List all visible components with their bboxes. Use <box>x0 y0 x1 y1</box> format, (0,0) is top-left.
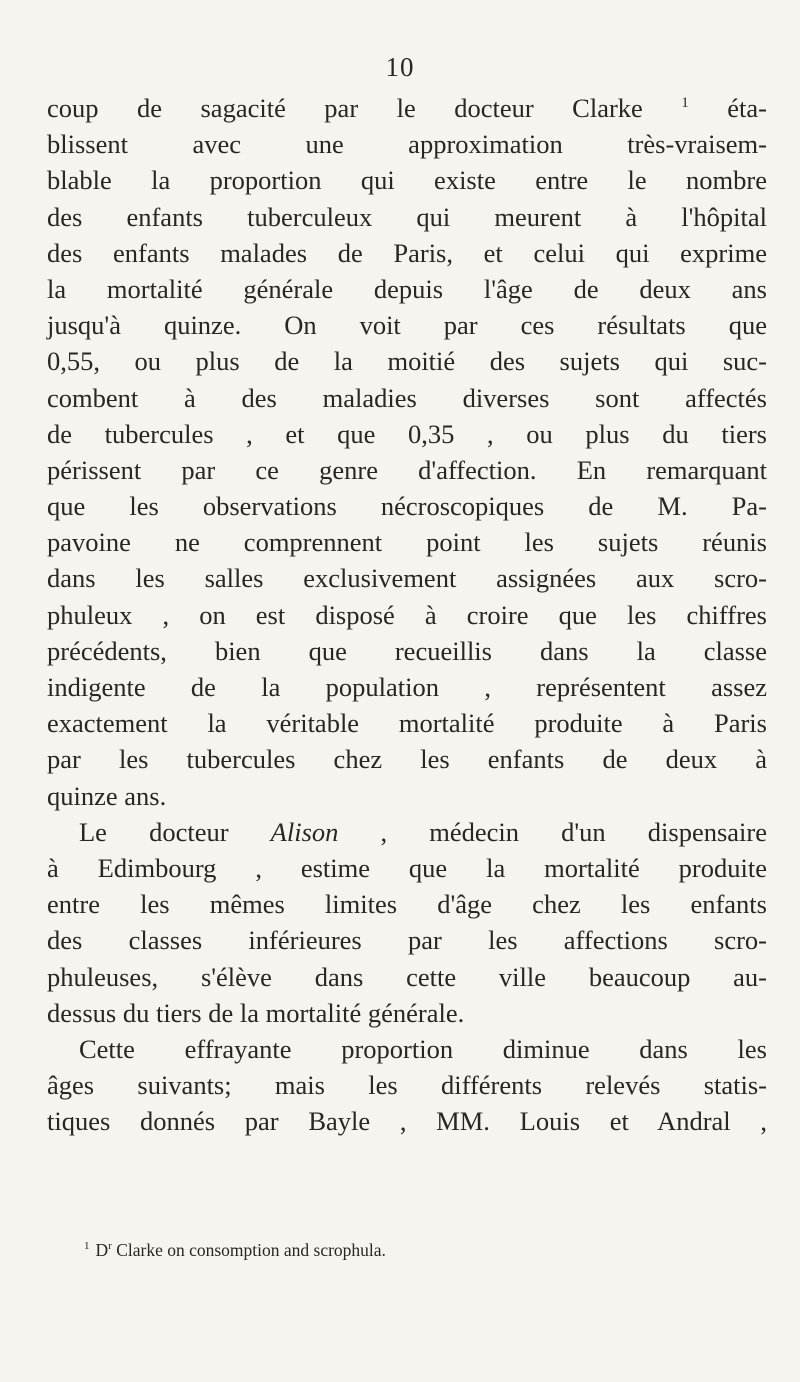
text-line: de tubercules , et que 0,35 , ou plus du tiers <box>47 418 767 449</box>
footnote <box>84 1239 784 1261</box>
footnote-prefix: D <box>95 1240 109 1260</box>
text-line: Cette effrayante proportion diminue dans les <box>79 1033 767 1064</box>
body-text <box>47 90 767 1139</box>
text-segment: , médecin d'un dispensaire <box>338 816 767 847</box>
paragraph <box>47 1031 767 1140</box>
text-line: que les observations nécroscopiques de M. Pa- <box>47 491 767 522</box>
text-line: blable la proportion qui existe entre le nombre <box>47 165 767 196</box>
text-line: 0,55, ou plus de la moitié des sujets qui suc- <box>47 346 767 377</box>
text-segment: éta- <box>688 93 767 123</box>
text-line: entre les mêmes limites d'âge chez les enfants <box>47 889 767 920</box>
text-line: indigente de la population , représentent assez <box>47 672 767 702</box>
paragraph <box>47 814 767 1031</box>
text-line: dessus du tiers de la mortalité générale. <box>47 997 465 1028</box>
text-line: pavoine ne comprennent point les sujets réunis <box>47 527 767 558</box>
text-line <box>47 814 767 850</box>
text-line: des enfants tuberculeux qui meurent à l'hôpital <box>47 201 767 232</box>
text-line: âges suivants; mais les différents relevés statis- <box>47 1070 767 1101</box>
footnote-prefix-sup: r <box>108 1240 112 1253</box>
text-line <box>47 90 767 126</box>
text-segment: coup de sagacité par le docteur Clarke <box>47 93 682 123</box>
text-line: phuleuses, s'élève dans cette ville beaucoup au- <box>47 961 767 992</box>
paragraph <box>47 90 767 814</box>
text-line: des enfants malades de Paris, et celui qui exprime <box>47 237 767 268</box>
text-line: dans les salles exclusivement assignées aux scro- <box>47 563 767 594</box>
text-segment: Le docteur <box>79 816 271 847</box>
text-line: blissent avec une approximation très-vraisem- <box>47 129 767 160</box>
text-line: des classes inférieures par les affections scro- <box>47 925 767 956</box>
page-number: 10 <box>385 52 415 82</box>
footnote-text: Clarke on consomption and scrophula. <box>111 1240 386 1260</box>
text-line: précédents, bien que recueillis dans la classe <box>47 635 767 666</box>
footnote-reference[interactable]: 1 <box>681 95 689 112</box>
text-line: exactement la véritable mortalité produite à Paris <box>47 708 767 739</box>
footnote-mark: 1 <box>84 1240 90 1253</box>
text-line: tiques donnés par Bayle , MM. Louis et Andral , <box>47 1106 767 1137</box>
text-line: jusqu'à quinze. On voit par ces résultats que <box>47 310 767 341</box>
text-line: par les tubercules chez les enfants de deux à <box>47 744 767 775</box>
text-line: la mortalité générale depuis l'âge de deux ans <box>47 273 767 304</box>
text-line: combent à des maladies diverses sont affectés <box>47 382 767 413</box>
text-line: à Edimbourg , estime que la mortalité produite <box>47 852 767 883</box>
text-line: phuleux , on est disposé à croire que les chiffres <box>47 599 767 630</box>
author-name: Alison <box>270 816 339 847</box>
text-line: quinze ans. <box>47 780 167 811</box>
text-line: périssent par ce genre d'affection. En remarquant <box>47 454 767 485</box>
